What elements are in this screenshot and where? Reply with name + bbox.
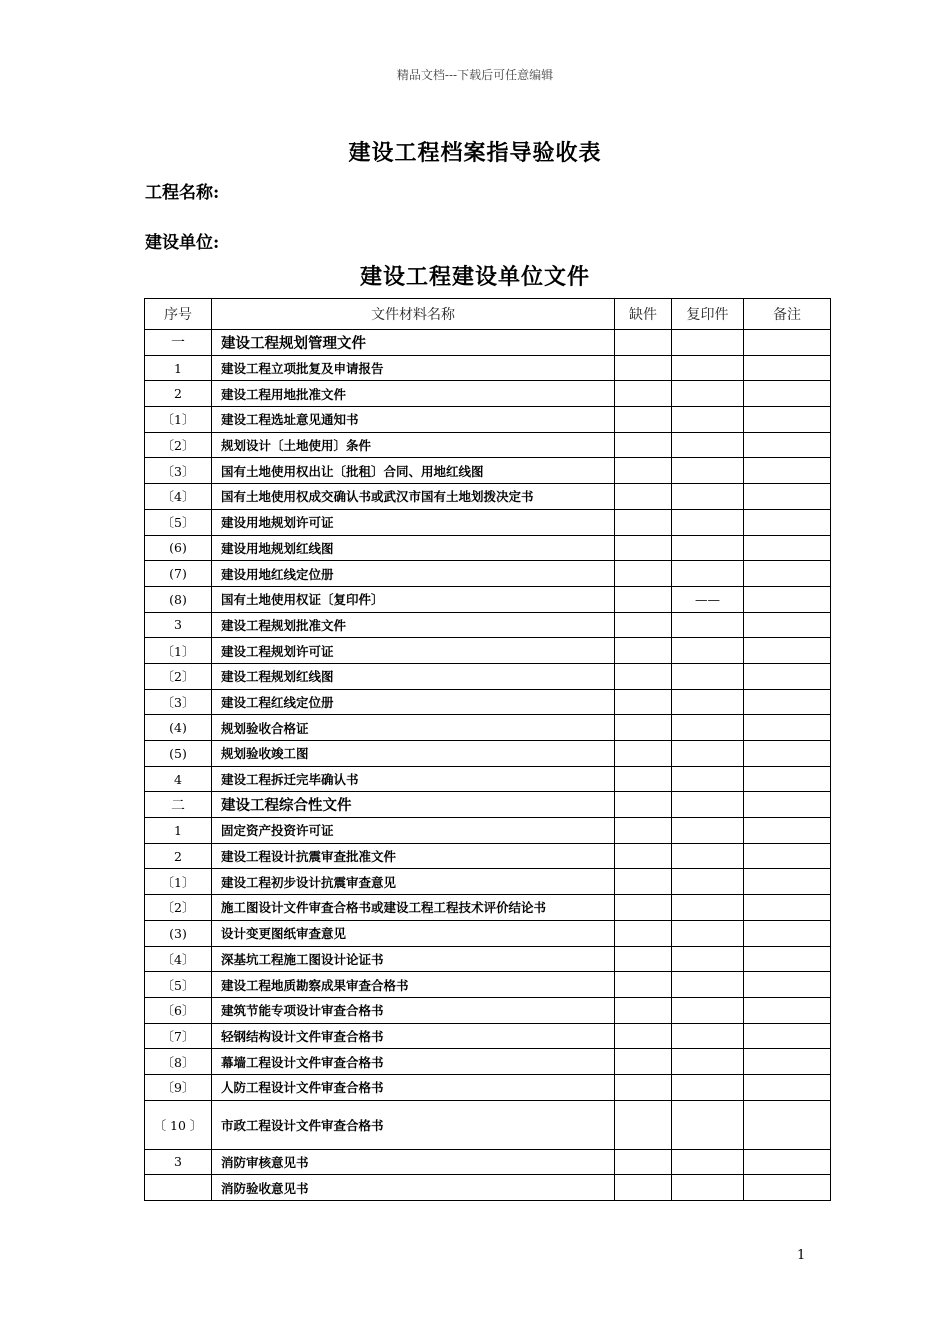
missing-cell: [615, 458, 672, 484]
remarks-cell: [744, 586, 831, 612]
document-name-cell: 建设用地规划许可证: [212, 509, 615, 535]
missing-cell: [615, 1149, 672, 1175]
missing-cell: [615, 1049, 672, 1075]
remarks-cell: [744, 920, 831, 946]
table-row: [145, 1100, 831, 1149]
document-name-cell: 建设工程立项批复及申请报告: [212, 355, 615, 381]
remarks-cell: [744, 561, 831, 587]
serial-no-cell: 1: [145, 818, 212, 844]
remarks-cell: [744, 330, 831, 356]
remarks-cell: [744, 972, 831, 998]
remarks-cell: [744, 1074, 831, 1100]
serial-no-cell: (3): [145, 920, 212, 946]
document-name-cell: 规划验收竣工图: [212, 741, 615, 767]
remarks-cell: [744, 1100, 831, 1149]
document-name-cell: 建设工程用地批准文件: [212, 381, 615, 407]
copy-cell: [672, 946, 744, 972]
remarks-cell: [744, 946, 831, 972]
missing-cell: [615, 1175, 672, 1201]
serial-no-cell: 3: [145, 612, 212, 638]
document-name-cell: 国有土地使用权证〔复印件〕: [212, 586, 615, 612]
missing-cell: [615, 330, 672, 356]
serial-no-cell: [145, 1175, 212, 1201]
remarks-cell: [744, 843, 831, 869]
remarks-cell: [744, 638, 831, 664]
table-section-row: [145, 792, 831, 818]
document-name-cell: 规划验收合格证: [212, 715, 615, 741]
table-row: [145, 1023, 831, 1049]
copy-cell: [672, 458, 744, 484]
missing-cell: [615, 818, 672, 844]
remarks-cell: [744, 766, 831, 792]
copy-cell: [672, 997, 744, 1023]
copy-cell: [672, 330, 744, 356]
table-row: [145, 1175, 831, 1201]
copy-cell: [672, 612, 744, 638]
serial-no-cell: 〔5〕: [145, 509, 212, 535]
copy-cell: [672, 792, 744, 818]
copy-cell: [672, 407, 744, 433]
document-name-cell: 建设用地规划红线图: [212, 535, 615, 561]
document-name-cell: 建设工程综合性文件: [212, 792, 615, 818]
document-name-cell: 施工图设计文件审查合格书或建设工程工程技术评价结论书: [212, 895, 615, 921]
document-name-cell: 消防验收意见书: [212, 1175, 615, 1201]
remarks-cell: [744, 509, 831, 535]
header-remarks: 备注: [744, 299, 831, 330]
copy-cell: [672, 1175, 744, 1201]
remarks-cell: [744, 997, 831, 1023]
serial-no-cell: 〔1〕: [145, 869, 212, 895]
document-name-cell: 建设工程规划许可证: [212, 638, 615, 664]
table-row: [145, 1074, 831, 1100]
table-row: [145, 663, 831, 689]
missing-cell: [615, 895, 672, 921]
table-row: [145, 586, 831, 612]
copy-cell: [672, 920, 744, 946]
missing-cell: [615, 355, 672, 381]
document-name-cell: 建设工程规划红线图: [212, 663, 615, 689]
document-name-cell: 建设工程初步设计抗震审查意见: [212, 869, 615, 895]
serial-no-cell: 2: [145, 843, 212, 869]
document-name-cell: 建设工程规划管理文件: [212, 330, 615, 356]
copy-cell: [672, 1100, 744, 1149]
copy-cell: ——: [672, 586, 744, 612]
copy-cell: [672, 1074, 744, 1100]
copy-cell: [672, 638, 744, 664]
document-name-cell: 建设工程选址意见通知书: [212, 407, 615, 433]
serial-no-cell: 〔3〕: [145, 689, 212, 715]
copy-cell: [672, 741, 744, 767]
table-row: [145, 612, 831, 638]
table-row: [145, 509, 831, 535]
table-row: [145, 818, 831, 844]
serial-no-cell: 〔7〕: [145, 1023, 212, 1049]
table-row: [145, 407, 831, 433]
table-row: [145, 1149, 831, 1175]
document-name-cell: 建设工程规划批准文件: [212, 612, 615, 638]
remarks-cell: [744, 818, 831, 844]
table-row: [145, 484, 831, 510]
table-row: [145, 972, 831, 998]
serial-no-cell: 〔 10 〕: [145, 1100, 212, 1149]
copy-cell: [672, 715, 744, 741]
document-name-cell: 建设工程设计抗震审查批准文件: [212, 843, 615, 869]
missing-cell: [615, 1023, 672, 1049]
copy-cell: [672, 663, 744, 689]
copy-cell: [672, 843, 744, 869]
missing-cell: [615, 638, 672, 664]
document-name-cell: 设计变更图纸审查意见: [212, 920, 615, 946]
remarks-cell: [744, 689, 831, 715]
document-name-cell: 人防工程设计文件审查合格书: [212, 1074, 615, 1100]
missing-cell: [615, 381, 672, 407]
missing-cell: [615, 715, 672, 741]
copy-cell: [672, 432, 744, 458]
table-row: [145, 355, 831, 381]
serial-no-cell: 〔4〕: [145, 484, 212, 510]
missing-cell: [615, 946, 672, 972]
table-row: [145, 997, 831, 1023]
table-row: [145, 920, 831, 946]
header-copy: 复印件: [672, 299, 744, 330]
serial-no-cell: (4): [145, 715, 212, 741]
serial-no-cell: 1: [145, 355, 212, 381]
missing-cell: [615, 612, 672, 638]
remarks-cell: [744, 1149, 831, 1175]
remarks-cell: [744, 484, 831, 510]
copy-cell: [672, 1023, 744, 1049]
table-row: [145, 432, 831, 458]
copy-cell: [672, 972, 744, 998]
remarks-cell: [744, 663, 831, 689]
table-row: [145, 843, 831, 869]
missing-cell: [615, 920, 672, 946]
serial-no-cell: 2: [145, 381, 212, 407]
table-row: [145, 458, 831, 484]
copy-cell: [672, 484, 744, 510]
serial-no-cell: 〔6〕: [145, 997, 212, 1023]
document-name-cell: 建设工程红线定位册: [212, 689, 615, 715]
missing-cell: [615, 997, 672, 1023]
serial-no-cell: (5): [145, 741, 212, 767]
document-table: [144, 298, 831, 1201]
remarks-cell: [744, 458, 831, 484]
missing-cell: [615, 843, 672, 869]
document-name-cell: 轻钢结构设计文件审查合格书: [212, 1023, 615, 1049]
copy-cell: [672, 1149, 744, 1175]
remarks-cell: [744, 895, 831, 921]
table-row: [145, 869, 831, 895]
serial-no-cell: (7): [145, 561, 212, 587]
copy-cell: [672, 535, 744, 561]
remarks-cell: [744, 1049, 831, 1075]
missing-cell: [615, 1100, 672, 1149]
table-row: [145, 766, 831, 792]
missing-cell: [615, 766, 672, 792]
document-name-cell: 建设工程地质勘察成果审查合格书: [212, 972, 615, 998]
table-section-row: [145, 330, 831, 356]
missing-cell: [615, 663, 672, 689]
serial-no-cell: (8): [145, 586, 212, 612]
serial-no-cell: 〔8〕: [145, 1049, 212, 1075]
remarks-cell: [744, 715, 831, 741]
missing-cell: [615, 869, 672, 895]
table-row: [145, 895, 831, 921]
serial-no-cell: 3: [145, 1149, 212, 1175]
serial-no-cell: 〔4〕: [145, 946, 212, 972]
serial-no-cell: 〔1〕: [145, 638, 212, 664]
missing-cell: [615, 689, 672, 715]
table-row: [145, 1049, 831, 1075]
remarks-cell: [744, 1023, 831, 1049]
table-header-row: [145, 299, 831, 330]
missing-cell: [615, 586, 672, 612]
copy-cell: [672, 818, 744, 844]
table-row: [145, 381, 831, 407]
remarks-cell: [744, 741, 831, 767]
table-row: [145, 561, 831, 587]
missing-cell: [615, 484, 672, 510]
document-name-cell: 规划设计〔土地使用〕条件: [212, 432, 615, 458]
remarks-cell: [744, 535, 831, 561]
header-document-name: 文件材料名称: [212, 299, 615, 330]
table-row: [145, 946, 831, 972]
document-name-cell: 固定资产投资许可证: [212, 818, 615, 844]
missing-cell: [615, 509, 672, 535]
missing-cell: [615, 535, 672, 561]
table-row: [145, 638, 831, 664]
copy-cell: [672, 355, 744, 381]
serial-no-cell: 〔5〕: [145, 972, 212, 998]
serial-no-cell: 〔2〕: [145, 432, 212, 458]
missing-cell: [615, 972, 672, 998]
remarks-cell: [744, 407, 831, 433]
serial-no-cell: 〔2〕: [145, 663, 212, 689]
missing-cell: [615, 1074, 672, 1100]
document-title: 建设工程档案指导验收表: [348, 140, 602, 166]
section-title: 建设工程建设单位文件: [359, 264, 590, 290]
header-serial-no: 序号: [145, 299, 212, 330]
table-row: [145, 689, 831, 715]
page-number: 1: [797, 1248, 806, 1263]
remarks-cell: [744, 1175, 831, 1201]
serial-no-cell: 一: [145, 330, 212, 356]
serial-no-cell: 〔2〕: [145, 895, 212, 921]
copy-cell: [672, 381, 744, 407]
document-name-cell: 市政工程设计文件审查合格书: [212, 1100, 615, 1149]
copy-cell: [672, 561, 744, 587]
table-row: [145, 741, 831, 767]
document-name-cell: 深基坑工程施工图设计论证书: [212, 946, 615, 972]
remarks-cell: [744, 792, 831, 818]
serial-no-cell: (6): [145, 535, 212, 561]
copy-cell: [672, 509, 744, 535]
header-missing: 缺件: [615, 299, 672, 330]
construction-unit-label: 建设单位:: [145, 233, 220, 253]
copy-cell: [672, 1049, 744, 1075]
copy-cell: [672, 766, 744, 792]
copy-cell: [672, 689, 744, 715]
document-name-cell: 幕墙工程设计文件审查合格书: [212, 1049, 615, 1075]
document-name-cell: 国有土地使用权成交确认书或武汉市国有土地划拨决定书: [212, 484, 615, 510]
remarks-cell: [744, 381, 831, 407]
remarks-cell: [744, 432, 831, 458]
table-row: [145, 715, 831, 741]
header-note: 精品文档---下载后可任意编辑: [396, 68, 554, 82]
serial-no-cell: 二: [145, 792, 212, 818]
remarks-cell: [744, 612, 831, 638]
missing-cell: [615, 741, 672, 767]
copy-cell: [672, 895, 744, 921]
missing-cell: [615, 407, 672, 433]
missing-cell: [615, 432, 672, 458]
table-body: [145, 330, 831, 1201]
document-name-cell: 建设工程拆迁完毕确认书: [212, 766, 615, 792]
remarks-cell: [744, 869, 831, 895]
copy-cell: [672, 869, 744, 895]
missing-cell: [615, 561, 672, 587]
serial-no-cell: 〔1〕: [145, 407, 212, 433]
serial-no-cell: 〔9〕: [145, 1074, 212, 1100]
project-name-label: 工程名称:: [145, 183, 220, 203]
document-name-cell: 消防审核意见书: [212, 1149, 615, 1175]
document-name-cell: 国有土地使用权出让〔批租〕合同、用地红线图: [212, 458, 615, 484]
serial-no-cell: 4: [145, 766, 212, 792]
table-row: [145, 535, 831, 561]
missing-cell: [615, 792, 672, 818]
document-name-cell: 建筑节能专项设计审查合格书: [212, 997, 615, 1023]
document-name-cell: 建设用地红线定位册: [212, 561, 615, 587]
remarks-cell: [744, 355, 831, 381]
serial-no-cell: 〔3〕: [145, 458, 212, 484]
